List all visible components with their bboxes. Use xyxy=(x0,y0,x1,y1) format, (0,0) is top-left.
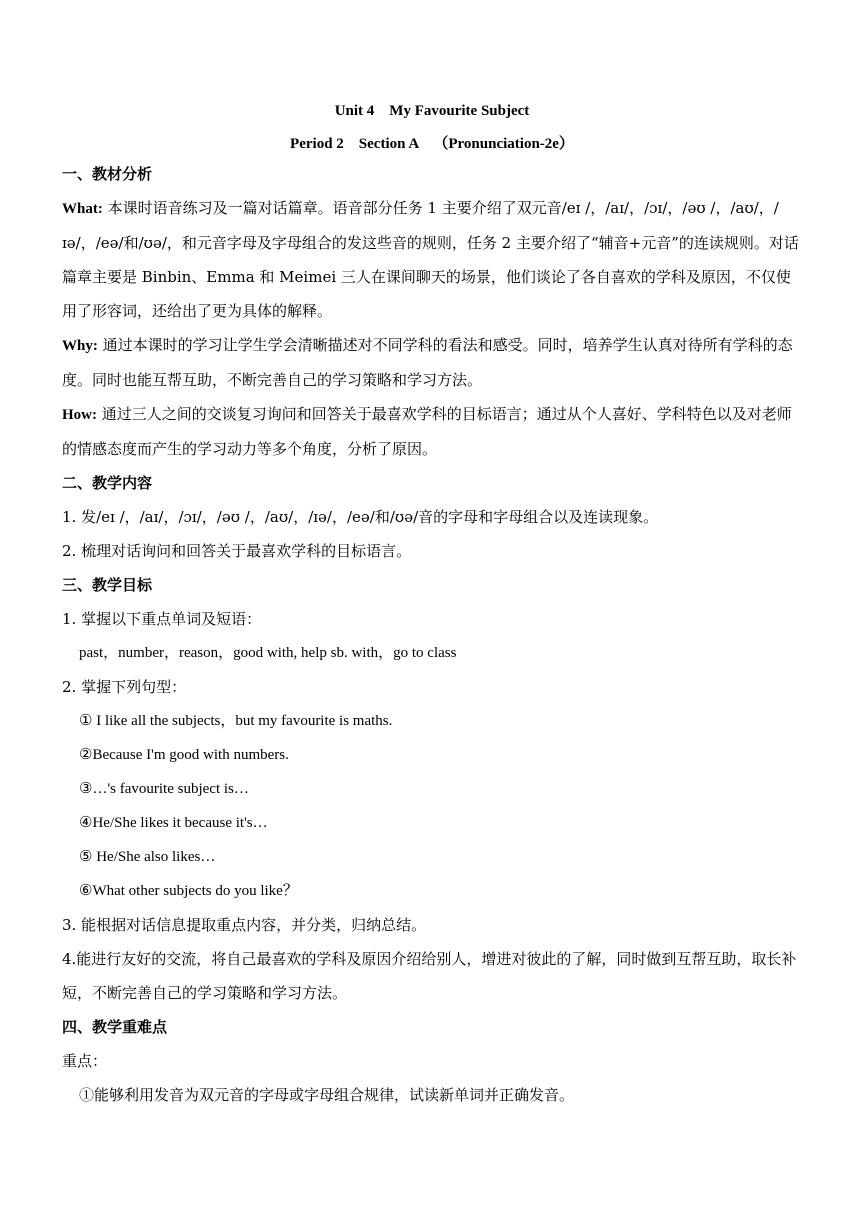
content-item-1: 1. 发/eɪ /，/aɪ/，/ɔɪ/，/əʊ /，/aʊ/，/ɪə/，/eə/和/ʊə/音的字母和字母组合以及连读现象。 xyxy=(62,508,659,526)
section-heading-content: 二、教学内容 xyxy=(62,474,153,492)
sentence-pattern: ④He/She likes it because it's… xyxy=(79,815,268,831)
objective-item-2: 2. 掌握下列句型： xyxy=(62,678,187,696)
objective-item-4: 4.能进行友好的交流，将自己最喜欢的学科及原因介绍给别人，增进对彼此的了解，同时做到互帮互助，取长补短，不断完善自己的学习策略和学习方法。 xyxy=(62,950,797,1002)
paragraph-how xyxy=(62,397,802,466)
section-heading-key-points: 四、教学重难点 xyxy=(62,1018,168,1036)
paragraph-why xyxy=(62,328,802,397)
label-why: Why: xyxy=(62,338,98,354)
content-item-2: 2. 梳理对话询问和回答关于最喜欢学科的目标语言。 xyxy=(62,542,412,560)
document-subtitle: Period 2 Section A （Pronunciation-2e） xyxy=(290,136,574,152)
sentence-pattern: ⑤ He/She also likes… xyxy=(79,849,216,865)
text-how: 通过三人之间的交谈复习询问和回答关于最喜欢学科的目标语言；通过从个人喜好、学科特色以及对老师的情感态度而产生的学习动力等多个角度，分析了原因。 xyxy=(62,405,792,458)
sentence-pattern: ⑥What other subjects do you like？ xyxy=(79,883,298,899)
key-words-line: past，number，reason，good with, help sb. with，go to class xyxy=(79,645,457,661)
document-title: Unit 4 My Favourite Subject xyxy=(334,103,530,119)
text-what: 本课时语音练习及一篇对话篇章。语音部分任务 1 主要介绍了双元音/eɪ /，/aɪ/，/ɔɪ/，/əʊ /，/aʊ/，/ɪə/，/eə/和/ʊə/，和元音字母及字母组合的发这些音的规则，任务 2 主要介绍了“辅音+元音”的连读规则。对话篇章主要是 Binbin、Emma 和 Meimei 三人在课间聊天的场景，他们谈论了各自喜欢的学科及原因，不仅使用了形容词，还给出了更为具体的解释。 xyxy=(62,199,799,320)
document-body xyxy=(62,98,802,1112)
section-heading-analysis: 一、教材分析 xyxy=(62,165,153,183)
key-point-1: ①能够利用发音为双元音的字母或字母组合规律，试读新单词并正确发音。 xyxy=(79,1086,575,1104)
key-points-label: 重点： xyxy=(62,1052,108,1070)
section-heading-objectives: 三、教学目标 xyxy=(62,576,153,594)
paragraph-what xyxy=(62,191,802,328)
objective-item-3: 3. 能根据对话信息提取重点内容，并分类，归纳总结。 xyxy=(62,916,427,934)
sentence-pattern: ③…'s favourite subject is… xyxy=(79,781,249,797)
label-what: What: xyxy=(62,201,103,217)
sentence-pattern: ① I like all the subjects，but my favourite is maths. xyxy=(79,713,393,729)
text-why: 通过本课时的学习让学生学会清晰描述对不同学科的看法和感受。同时，培养学生认真对待所有学科的态度。同时也能互帮互助，不断完善自己的学习策略和学习方法。 xyxy=(62,336,793,389)
objective-item-1: 1. 掌握以下重点单词及短语： xyxy=(62,610,262,628)
sentence-pattern: ②Because I'm good with numbers. xyxy=(79,747,289,763)
label-how: How: xyxy=(62,407,97,423)
